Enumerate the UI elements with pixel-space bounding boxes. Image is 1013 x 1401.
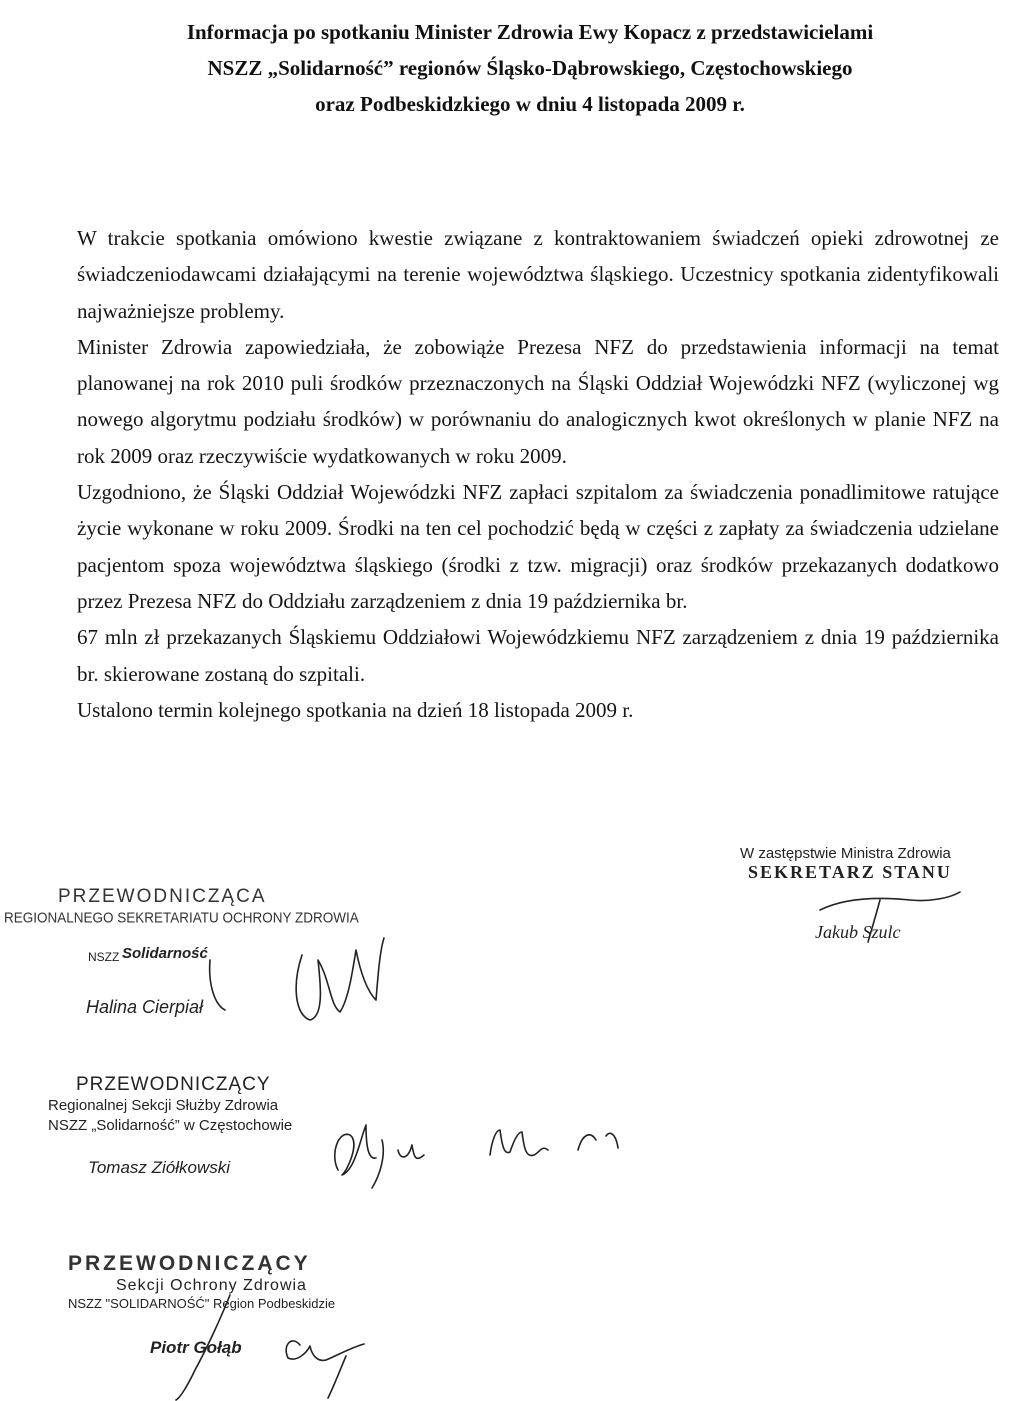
stamp3-unit-2: NSZZ "SOLIDARNOŚĆ" Region Podbeskidzie <box>68 1296 336 1311</box>
stamp2-unit-1: Regionalnej Sekcji Służby Zdrowia <box>48 1097 279 1114</box>
paragraph: Minister Zdrowia zapowiedziała, że zobowiąże Prezesa NFZ do przedstawienia informacji na temat planowanej na rok 2010 puli środków przeznaczonych na Śląski Oddział Wojewódzki NFZ (wyliczonej wg nowego algorytmu podziału środków) w porównaniu do analogicznych kwot określonych w planie NFZ na rok 2009 oraz rzeczywiście wydatkowanych w roku 2009. <box>77 334 999 468</box>
stamp1-name: Halina Cierpiał <box>86 997 204 1017</box>
stamp2-signature-mark <box>320 1100 640 1200</box>
stamp1-union-prefix: NSZZ <box>88 950 120 964</box>
minister-on-behalf: W zastępstwie Ministra Zdrowia <box>740 845 951 862</box>
title-line-1: Informacja po spotkaniu Minister Zdrowia Ewy Kopacz z przedstawicielami <box>186 20 874 44</box>
document-body <box>77 220 999 728</box>
stamp3-unit-1: Sekcji Ochrony Zdrowia <box>116 1277 307 1294</box>
paragraph: W trakcie spotkania omówiono kwestie związane z kontraktowaniem świadczeń opieki zdrowotnej ze świadczeniodawcami działającymi na terenie województwa śląskiego. Uczestnicy spotkania zidentyfikowali najważniejsze problemy. <box>77 226 999 323</box>
paragraph: Uzgodniono, że Śląski Oddział Wojewódzki NFZ zapłaci szpitalom za świadczenia ponadlimitowe ratujące życie wykonane w roku 2009. Środki na ten cel pochodzić będą w części z zapłaty za świadczenia udzielane pacjentom spoza województwa śląskiego (środki z tzw. migracji) oraz środków przekazanych dodatkowo przez Prezesa NFZ do Oddziału zarządzeniem z dnia 19 października br. <box>77 480 999 613</box>
minister-title: SEKRETARZ STANU <box>748 862 952 882</box>
paragraph: Ustalono termin kolejnego spotkania na dzień 18 listopada 2009 r. <box>77 697 634 722</box>
stamp2-unit-2: NSZZ „Solidarność” w Częstochowie <box>48 1117 293 1134</box>
paragraph: 67 mln zł przekazanych Śląskiemu Oddziałowi Wojewódzkiemu NFZ zarządzeniem z dnia 19 października br. skierowane zostaną do szpitali. <box>77 625 999 686</box>
document-title <box>60 14 1000 122</box>
minister-signature-mark <box>800 870 970 950</box>
stamp2-role: PRZEWODNICZĄCY <box>76 1074 271 1095</box>
stamp3-role: PRZEWODNICZĄCY <box>68 1252 311 1275</box>
title-line-3: oraz Podbeskidzkiego w dniu 4 listopada 2009 r. <box>315 92 745 116</box>
stamp1-unit: REGIONALNEGO SEKRETARIATU OCHRONY ZDROWIA <box>4 909 359 926</box>
minister-name: Jakub Szulc <box>815 922 901 942</box>
stamp3-name: Piotr Gołąb <box>150 1338 242 1357</box>
stamp1-role: PRZEWODNICZĄCA <box>58 886 267 907</box>
title-line-2: NSZZ „Solidarność” regionów Śląsko-Dąbrowskiego, Częstochowskiego <box>207 56 853 80</box>
stamp1-union-name: Solidarność <box>122 945 208 962</box>
stamp3-signature-mark <box>150 1290 380 1401</box>
stamp2-name: Tomasz Ziółkowski <box>88 1158 231 1177</box>
stamp1-signature-mark <box>180 930 400 1040</box>
